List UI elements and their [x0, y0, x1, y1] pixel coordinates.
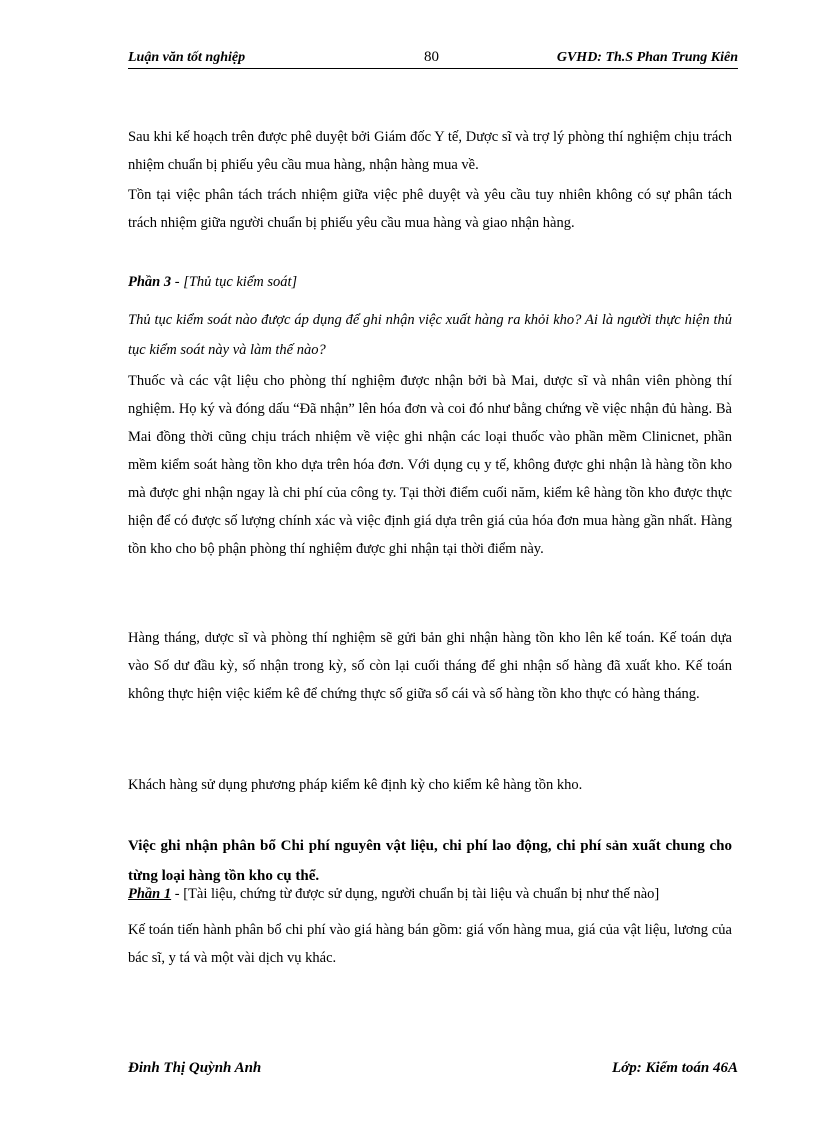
section-3-question: Thủ tục kiểm soát nào được áp dụng để ghi nhận việc xuất hàng ra khỏi kho? Ai là người thực hiện thủ tục kiểm soát này và làm thế nào?: [128, 312, 732, 358]
paragraph-approval: [128, 123, 732, 179]
page-number: 80: [424, 49, 439, 65]
page-footer: [128, 1060, 738, 1082]
paragraph-text: Khách hàng sử dụng phương pháp kiểm kê định kỳ cho kiểm kê hàng tồn kho.: [128, 777, 583, 793]
footer-author: Đinh Thị Quỳnh Anh: [128, 1060, 262, 1076]
footer-class: Lớp: Kiểm toán 46A: [612, 1060, 738, 1076]
section-1-label: Phần 1: [128, 886, 172, 902]
section-3-title: - [Thủ tục kiểm soát]: [171, 274, 298, 290]
paragraph-allocation: [128, 916, 732, 972]
paragraph-text: Kế toán tiến hành phân bổ chi phí vào giá hàng bán gồm: giá vốn hàng mua, giá của vật liệu, lương của bác sĩ, y tá và một vài dịch vụ khác.: [128, 922, 732, 966]
header-thesis-title: Luận văn tốt nghiệp: [128, 50, 246, 65]
section-1-heading: [128, 880, 732, 908]
section-3-label: Phần 3: [128, 274, 172, 290]
paragraph-text: Hàng tháng, dược sĩ và phòng thí nghiệm sẽ gửi bản ghi nhận hàng tồn kho lên kế toán. Kế toán dựa vào Số dư đầu kỳ, số nhận trong kỳ, số còn lại cuối tháng để ghi nhận số hàng đã xuất kho. Kế toán không thực hiện việc kiểm kê để chứng thực số giữa sổ cái và số hàng tồn kho thực có hàng tháng.: [128, 630, 732, 702]
paragraph-monthly: [128, 624, 732, 708]
header-advisor: GVHD: Th.S Phan Trung Kiên: [556, 50, 738, 65]
paragraph-segregation: [128, 181, 732, 237]
paragraph-text: Tồn tại việc phân tách trách nhiệm giữa việc phê duyệt và yêu cầu tuy nhiên không có sự phân tách trách nhiệm giữa người chuẩn bị phiếu yêu cầu mua hàng và giao nhận hàng.: [128, 187, 732, 231]
paragraph-receiving: [128, 367, 732, 563]
paragraph-periodic: [128, 771, 732, 799]
cost-allocation-heading: Việc ghi nhận phân bổ Chi phí nguyên vật liệu, chi phí lao động, chi phí sản xuất chung cho từng loại hàng tồn kho cụ thể.: [128, 838, 732, 884]
section-1-title: - [Tài liệu, chứng từ được sử dụng, người chuẩn bị tài liệu và chuẩn bị như thế nào]: [171, 886, 660, 902]
paragraph-text: Thuốc và các vật liệu cho phòng thí nghiệm được nhận bởi bà Mai, dược sĩ và nhân viên phòng thí nghiệm. Họ ký và đóng dấu “Đã nhận” lên hóa đơn và coi đó như bằng chứng về việc nhận đủ hàng. Bà Mai đồng thời cũng chịu trách nhiệm về việc ghi nhận các loại thuốc vào phần mềm Clinicnet, phần mềm kiểm soát hàng tồn kho dựa trên hóa đơn. Với dụng cụ y tế, không được ghi nhận là hàng tồn kho mà được ghi nhận ngay là chi phí của công ty. Tại thời điểm cuối năm, kiểm kê hàng tồn kho được thực hiện để có được số lượng chính xác và việc định giá dựa trên giá của hóa đơn mua hàng gần nhất. Hàng tồn kho cho bộ phận phòng thí nghiệm được ghi nhận tại thời điểm này.: [128, 373, 732, 557]
page-header: [128, 48, 738, 69]
paragraph-text: Sau khi kế hoạch trên được phê duyệt bởi Giám đốc Y tế, Dược sĩ và trợ lý phòng thí nghiệm chịu trách nhiệm chuẩn bị phiếu yêu cầu mua hàng, nhận hàng mua về.: [128, 129, 732, 173]
section-3-heading: [128, 268, 732, 296]
